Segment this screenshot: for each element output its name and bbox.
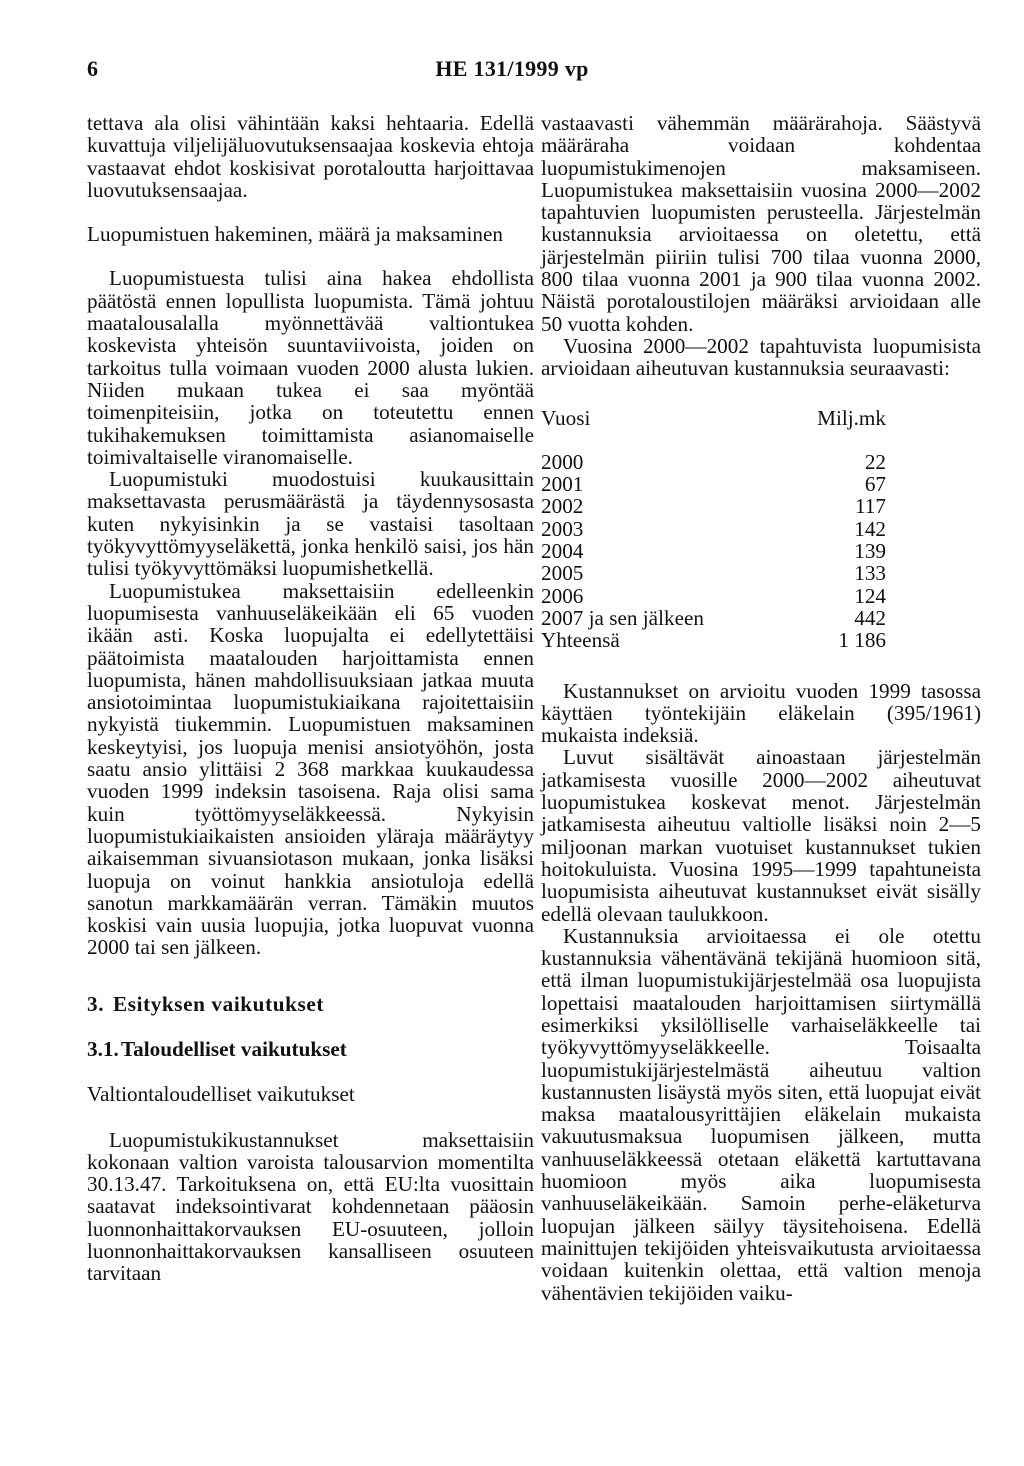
- column-header-year: Vuosi: [541, 405, 591, 430]
- year-cell: 2004: [541, 539, 584, 564]
- right-column: [541, 112, 981, 1304]
- subheading: Valtiontaloudelliset vaikutukset: [87, 1082, 355, 1107]
- year-cell: 2007 ja sen jälkeen: [541, 605, 704, 630]
- paragraph: Luopumistuesta tulisi aina hakea ehdollista päätöstä ennen lopullista luopumista. Tämä johtuu maatalousalalla myönnettävää valtiontukea koskevista yhteisön suuntaviivoista, joiden on tarkoitus tulla voimaan vuoden 2000 alusta lukien. Niiden mukaan tukea ei saa myöntää toimenpiteisiin, jotka on toteutettu ennen tukihakemuksen toimittamista asianomaiselle toimivaltaiselle viranomaiselle.: [87, 266, 534, 469]
- amount-cell: 124: [854, 583, 886, 608]
- total-amount: 1 186: [838, 628, 886, 653]
- amount-cell: 133: [854, 561, 886, 586]
- table-row: [541, 562, 886, 584]
- subheading: Luopumistuen hakeminen, määrä ja maksaminen: [87, 222, 503, 247]
- year-cell: 2003: [541, 516, 584, 541]
- page-number: 6: [87, 56, 98, 81]
- table-row: [541, 473, 886, 495]
- section-number: 3.: [87, 991, 105, 1016]
- paragraph: Kustannuksia arvioitaessa ei ole otettu kustannuksia vähentävänä tekijänä huomioon sitä, että ilman luopumistukijärjestelmää osa luopujista lopettaisi maatalouden harjoittamisen siirtymällä esimerkiksi yksilölliselle varhaiseläkkeelle tai työkyvyttömyyseläkkeelle. Toisaalta luopumistukijärjestelmästä aiheutuu valtion kustannusten lisäystä myös siten, että luopujat eivät maksa maatalousyrittäjien eläkelain mukaista vakuutusmaksua luopumisen jälkeen, mutta vanhuuseläkkeessä otetaan eläkettä kartuttavana huomioon myös aika luopumisesta vanhuuseläkeikään. Samoin perhe-eläketurva luopujan jälkeen säilyy täysitehoisena. Edellä mainittujen tekijöiden yhteisvaikutusta arvioitaessa voidaan kuitenkin olettaa, että valtion menoja vähentävien tekijöiden vaiku-: [541, 923, 981, 1305]
- year-cell: 2001: [541, 472, 584, 497]
- paragraph: Luopumistukikustannukset maksettaisiin kokonaan valtion varoista talousarvion momentilta 30.13.47. Tarkoituksena on, että EU:lta vuosittain saatavat indeksointivarat kohdennetaan pääosin luonnonhaittakorvauksen EU-osuuteen, jolloin luonnonhaittakorvauksen kansalliseen osuuteen tarvitaan: [87, 1127, 534, 1286]
- total-label: Yhteensä: [541, 628, 620, 653]
- paragraph: Luopumistukea maksettaisiin edelleenkin luopumisesta vanhuuseläkeikään eli 65 vuoden ikään asti. Koska luopujalta ei edellytettäisi päätoimista maatalouden harjoittamista ennen luopumista, hänen mahdollisuuksiaan jatkaa muuta ansiotoimintaa luopumistukiaikana rajoitettaisiin nykyistä tiukemmin. Luopumistuen maksaminen keskeytyisi, jos luopuja menisi ansiotyöhön, josta saatu ansio ylittäisi 2 368 markkaa kuukaudessa vuoden 1999 indeksin tasoisena. Raja olisi sama kuin työttömyyseläkkeessä. Nykyisin luopumistukiaikaisten ansioiden yläraja määräytyy aikaisemman sivuansiotason mukaan, jonka lisäksi luopuja on voinut hankkia ansiotuloja edellä sanotun markkamäärän verran. Tämäkin muutos koskisi vain uusia luopujia, jotka luopuvat vuonna 2000 tai sen jälkeen.: [87, 578, 534, 960]
- table-header-row: [541, 407, 886, 451]
- running-header: HE 131/1999 vp: [435, 56, 589, 81]
- year-cell: 2006: [541, 583, 584, 608]
- left-column: [87, 112, 534, 1285]
- subsection-number: 3.1.: [87, 1036, 119, 1061]
- subsection-title: Taloudelliset vaikutukset: [121, 1036, 347, 1061]
- column-header-amount: Milj.mk: [817, 405, 886, 430]
- amount-cell: 67: [864, 472, 886, 497]
- paragraph: tettava ala olisi vähintään kaksi hehtaaria. Edellä kuvattuja viljelijäluovutuksensaajaa koskevia ehtoja vastaavat ehdot koskisivat porotaloutta harjoittavaa luovutuksensaajaa.: [87, 111, 534, 202]
- paragraph: Luvut sisältävät ainoastaan järjestelmän jatkamisesta vuosille 2000—2002 aiheutuvat luopumistukea koskevat menot. Järjestelmän jatkamisesta aiheutuu valtiolle lisäksi noin 2—5 miljoonan markan vuotuiset kustannukset tukien hoitokuluista. Vuosina 1995—1999 tapahtuneista luopumisista aiheutuvat kustannukset eivät sisälly edellä olevaan taulukkoon.: [541, 745, 981, 926]
- amount-cell: 117: [855, 494, 886, 519]
- amount-cell: 139: [854, 539, 886, 564]
- table-row: [541, 495, 886, 517]
- year-cell: 2005: [541, 561, 584, 586]
- table-row: [541, 607, 886, 629]
- year-cell: 2002: [541, 494, 584, 519]
- paragraph: Vuosina 2000—2002 tapahtuvista luopumisista arvioidaan aiheutuvan kustannuksia seuraavasti:: [541, 333, 981, 381]
- cost-table: [541, 407, 886, 652]
- amount-cell: 142: [854, 516, 886, 541]
- amount-cell: 22: [864, 449, 886, 474]
- paragraph: vastaavasti vähemmän määrärahoja. Säästyvä määräraha voidaan kohdentaa luopumistukimenojen maksamiseen. Luopumistukea maksettaisiin vuosina 2000—2002 tapahtuvien luopumisten perusteella. Järjestelmän kustannuksia arvioitaessa on oletettu, että järjestelmän piiriin tulisi 700 tilaa vuonna 2000, 800 tilaa vuonna 2001 ja 900 tilaa vuonna 2002. Näistä porotaloustilojen määräksi arvioidaan alle 50 vuotta kohden.: [541, 111, 981, 336]
- subsection-heading: [87, 1038, 534, 1060]
- table-row: [541, 518, 886, 540]
- paragraph: Luopumistuki muodostuisi kuukausittain maksettavasta perusmäärästä ja täydennysosasta kuten nykyisinkin ja se vastaisi tasoltaan työkyvyttömyyseläkettä, jonka henkilö saisi, jos hän tulisi työkyvyttömäksi luopumishetkellä.: [87, 467, 534, 581]
- table-row: [541, 540, 886, 562]
- table-row: [541, 451, 886, 473]
- paragraph: Kustannukset on arvioitu vuoden 1999 tasossa käyttäen työntekijäin eläkelain (395/1961) mukaista indeksiä.: [541, 678, 981, 748]
- section-title: Esityksen vaikutukset: [113, 991, 324, 1016]
- section-heading: [87, 993, 534, 1015]
- year-cell: 2000: [541, 449, 584, 474]
- amount-cell: 442: [854, 605, 886, 630]
- table-row: [541, 585, 886, 607]
- table-total-row: [541, 629, 886, 651]
